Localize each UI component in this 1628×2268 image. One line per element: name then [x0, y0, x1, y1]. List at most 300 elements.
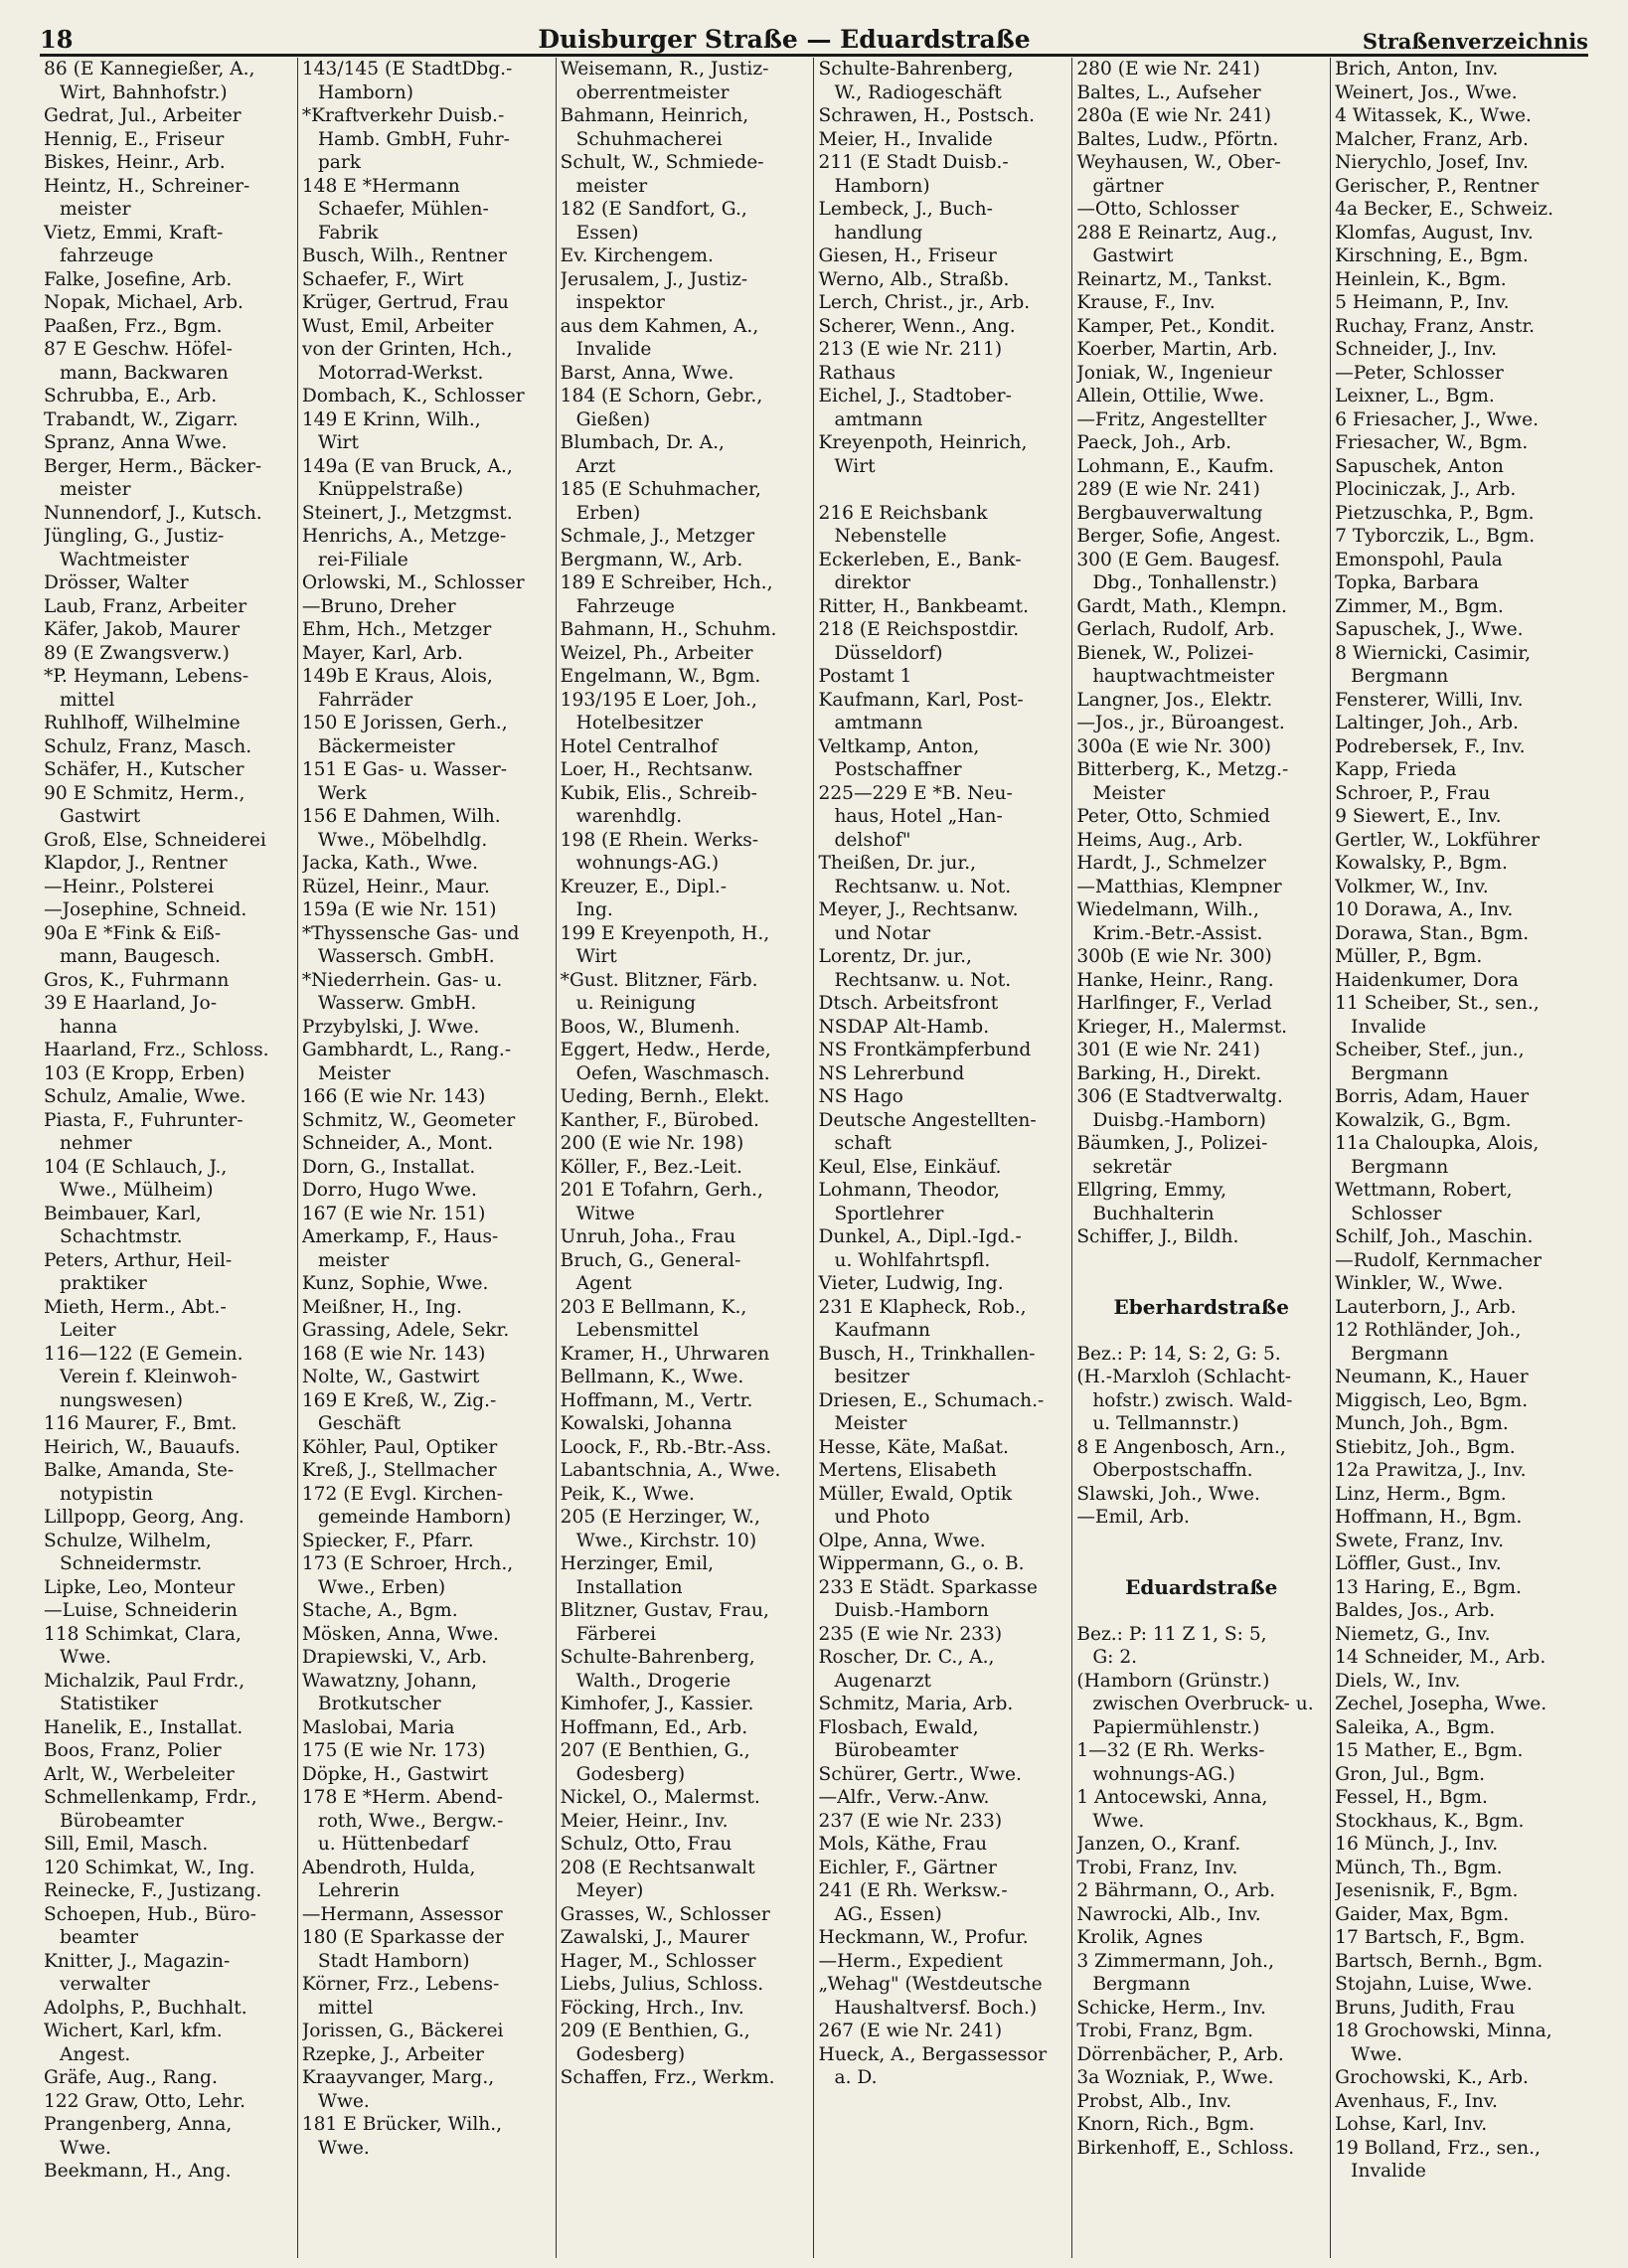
- directory-entry-line: 156 E Dahmen, Wilh.: [301, 806, 501, 827]
- directory-entry-line: Loer, H., Rechtsanw.: [560, 759, 753, 780]
- directory-entry-line: Stiebitz, Joh., Bgm.: [1335, 1436, 1516, 1458]
- directory-entry-line: Lipke, Leo, Monteur: [44, 1576, 236, 1598]
- directory-entry-line: 149a (E van Bruck, A.,: [301, 455, 513, 477]
- directory-entry-line: Erben): [575, 502, 641, 524]
- directory-entry-line: Bergmann, W., Arb.: [560, 549, 743, 570]
- directory-entry-line: notypistin: [60, 1483, 153, 1505]
- directory-entry-line: Papiermühlenstr.): [1092, 1716, 1260, 1738]
- directory-entry-line: Wasserw. GmbH.: [317, 993, 477, 1014]
- directory-entry-line: Bergmann: [1351, 1156, 1449, 1178]
- directory-entry-line: Wirt: [834, 455, 876, 477]
- directory-entry-line: *Gust. Blitzner, Färb.: [560, 969, 758, 991]
- directory-entry-line: 166 (E wie Nr. 143): [301, 1086, 486, 1107]
- directory-entry-line: Avenhaus, F., Inv.: [1335, 2090, 1498, 2112]
- directory-entry-line: Laub, Franz, Arbeiter: [44, 595, 247, 617]
- directory-entry-line: Heirich, W., Bauaufs.: [44, 1436, 241, 1458]
- directory-entry-line: [1076, 1249, 1326, 1273]
- directory-entry-line: 182 (E Sandfort, G.,: [560, 199, 747, 220]
- directory-entry-line: Wwe.: [317, 2090, 370, 2112]
- directory-entry-line: und Photo: [834, 1507, 930, 1528]
- directory-entry-line: Topka, Barbara: [1335, 572, 1479, 593]
- directory-entry-line: Wirt, Bahnhofstr.): [60, 81, 228, 103]
- directory-entry-line: Michalzik, Paul Frdr.,: [44, 1670, 245, 1692]
- directory-entry-line: Baldes, Jos., Arb.: [1335, 1600, 1496, 1621]
- directory-entry-line: Orlowski, M., Schlosser: [301, 572, 525, 593]
- directory-entry-line: Haidenkumer, Dora: [1335, 969, 1519, 991]
- directory-entry-line: Reinecke, F., Justizang.: [44, 1880, 262, 1901]
- directory-entry-line: Friesacher, W., Bgm.: [1335, 432, 1529, 453]
- directory-entry-line: Nolte, W., Gastwirt: [301, 1367, 480, 1387]
- directory-entry-line: 11 Scheiber, St., sen.,: [1335, 993, 1540, 1014]
- directory-entry-line: nungswesen): [60, 1389, 184, 1411]
- directory-entry-line: Meister: [834, 1413, 907, 1434]
- directory-entry-line: Groß, Else, Schneiderei: [44, 829, 266, 851]
- directory-entry-line: Peik, K., Wwe.: [560, 1483, 695, 1505]
- directory-entry-line: Krause, F., Inv.: [1076, 292, 1216, 313]
- directory-entry-line: 288 E Reinartz, Aug.,: [1076, 222, 1278, 243]
- directory-entry-line: Wippermann, G., o. B.: [818, 1553, 1025, 1574]
- directory-entry-line: Langner, Jos., Elektr.: [1076, 689, 1273, 711]
- running-title: Duisburger Straße — Eduardstraße: [538, 25, 1031, 54]
- directory-entry-line: 4a Becker, E., Schweiz.: [1335, 199, 1553, 220]
- directory-entry-line: Ellgring, Emmy,: [1076, 1180, 1226, 1201]
- directory-entry-line: Witwe: [575, 1203, 635, 1224]
- directory-entry-line: Krolik, Agnes: [1076, 1927, 1204, 1948]
- directory-entry-line: —Rudolf, Kernmacher: [1335, 1249, 1543, 1271]
- directory-entry-line: Heims, Aug., Arb.: [1076, 829, 1243, 851]
- directory-entry-line: *Niederrhein. Gas- u.: [301, 969, 503, 991]
- directory-entry-line: *Thyssensche Gas- und: [301, 922, 520, 944]
- directory-entry-line: Trobi, Franz, Inv.: [1076, 1857, 1238, 1878]
- directory-entry-line: Bez.: P: 14, S: 2, G: 5.: [1076, 1343, 1281, 1365]
- directory-entry-line: Laltinger, Joh., Arb.: [1335, 713, 1519, 733]
- directory-entry-line: Schiffer, J., Bildh.: [1076, 1226, 1239, 1247]
- directory-entry-line: Gräfe, Aug., Rang.: [44, 2067, 218, 2088]
- directory-entry-line: Hesse, Käte, Maßat.: [818, 1436, 1009, 1458]
- directory-entry-line: Scherer, Wenn., Ang.: [818, 315, 1016, 337]
- directory-entry-line: Ruchay, Franz, Anstr.: [1335, 315, 1536, 337]
- directory-entry-line: Mieth, Herm., Abt.-: [44, 1296, 227, 1318]
- directory-entry-line: 300b (E wie Nr. 300): [1076, 946, 1272, 967]
- directory-entry-line: „Wehag" (Westdeutsche: [818, 1974, 1043, 1995]
- directory-entry-line: fahrzeuge: [60, 245, 154, 266]
- directory-entry-line: Vietz, Emmi, Kraft-: [44, 222, 224, 243]
- directory-entry-line: Nopak, Michael, Arb.: [44, 292, 244, 313]
- directory-entry-line: amtmann: [834, 408, 923, 430]
- directory-entry-line: Oefen, Waschmasch.: [575, 1062, 770, 1084]
- directory-entry-line: Eckerleben, E., Bank-: [818, 549, 1022, 570]
- directory-entry-line: Labantschnia, A., Wwe.: [560, 1460, 781, 1481]
- directory-entry-line: Wachtmeister: [60, 549, 189, 570]
- directory-entry-line: Schulz, Otto, Frau: [560, 1834, 733, 1855]
- directory-entry-line: Hotelbesitzer: [575, 713, 704, 733]
- directory-entry-line: Sill, Emil, Masch.: [44, 1834, 209, 1855]
- directory-entry-line: sekretär: [1092, 1156, 1172, 1178]
- directory-entry-line: Volkmer, W., Inv.: [1335, 876, 1489, 897]
- directory-entry-line: wohnungs-AG.): [1092, 1763, 1235, 1785]
- directory-entry-line: Angest.: [60, 2043, 131, 2065]
- directory-entry-line: Wassersch. GmbH.: [317, 946, 495, 967]
- page-header: [40, 12, 1588, 57]
- directory-entry-line: Kreyenpoth, Heinrich,: [818, 432, 1028, 453]
- directory-entry-line: —Matthias, Klempner: [1076, 876, 1282, 897]
- directory-entry-line: Berger, Sofie, Angest.: [1076, 526, 1281, 547]
- directory-entry-line: Zawalski, J., Maurer: [560, 1927, 749, 1948]
- directory-entry-line: Heinlein, K., Bgm.: [1335, 268, 1507, 290]
- directory-entry-line: meister: [60, 479, 131, 500]
- directory-entry-line: 167 (E wie Nr. 151): [301, 1203, 486, 1224]
- directory-entry-line: Schilf, Joh., Maschin.: [1335, 1226, 1534, 1247]
- directory-entry-line: 116—122 (E Gemein.: [44, 1343, 244, 1365]
- street-heading: Eduardstraße: [1125, 1575, 1278, 1599]
- directory-entry-line: 118 Schimkat, Clara,: [44, 1623, 242, 1645]
- directory-entry-line: warenhdlg.: [575, 806, 683, 827]
- directory-entry-line: Invalide: [1351, 2161, 1426, 2182]
- directory-entry-line: 280 (E wie Nr. 241): [1076, 59, 1260, 80]
- directory-entry-line: 233 E Städt. Sparkasse: [818, 1576, 1038, 1598]
- directory-entry-line: Sapuschek, J., Wwe.: [1335, 619, 1524, 640]
- directory-entry-line: Meier, H., Invalide: [818, 128, 993, 150]
- directory-entry-line: haus, Hotel „Han-: [834, 806, 1003, 827]
- directory-entry-line: mittel: [60, 689, 115, 711]
- directory-entry-line: Nierychlo, Josef, Inv.: [1335, 152, 1529, 173]
- directory-entry-line: Gerischer, P., Rentner: [1335, 175, 1540, 197]
- directory-entry-line: Statistiker: [60, 1694, 158, 1714]
- directory-entry-line: Meißner, H., Ing.: [301, 1296, 462, 1318]
- directory-entry-line: von der Grinten, Hch.,: [301, 339, 513, 360]
- directory-entry-line: mann, Baugesch.: [60, 946, 221, 967]
- directory-entry-line: Schürer, Gertr., Wwe.: [818, 1763, 1022, 1785]
- directory-entry-line: Walth., Drogerie: [575, 1670, 732, 1692]
- directory-entry-line: Haushaltversf. Boch.): [834, 1997, 1038, 2019]
- directory-entry-line: Kamper, Pet., Kondit.: [1076, 315, 1276, 337]
- directory-entry-line: Unruh, Joha., Frau: [560, 1226, 736, 1247]
- directory-entry-line: Olpe, Anna, Wwe.: [818, 1530, 986, 1551]
- directory-entry-line: Hamborn): [834, 175, 930, 197]
- directory-entry-line: Verein f. Kleinwoh-: [60, 1367, 238, 1387]
- directory-entry-line: Sportlehrer: [834, 1203, 944, 1224]
- directory-entry-line: Peter, Otto, Schmied: [1076, 806, 1270, 827]
- directory-entry-line: Grochowski, K., Arb.: [1335, 2067, 1529, 2088]
- directory-entry-line: 104 (E Schlauch, J.,: [44, 1156, 228, 1178]
- directory-entry-line: Mayer, Karl, Arb.: [301, 642, 463, 664]
- directory-entry-line: Rathaus: [818, 362, 896, 384]
- directory-entry-line: Prangenberg, Anna,: [44, 2114, 233, 2135]
- directory-entry-line: Färberei: [575, 1623, 657, 1645]
- directory-entry-line: hofstr.) zwisch. Wald-: [1092, 1389, 1293, 1411]
- directory-entry-line: 149b E Kraus, Alois,: [301, 666, 493, 687]
- directory-entry-line: 169 E Kreß, W., Zig.-: [301, 1389, 497, 1411]
- directory-entry-line: Gros, K., Fuhrmann: [44, 969, 230, 991]
- directory-entry-line: Wwe., Mülheim): [60, 1180, 214, 1201]
- directory-entry-line: Grassing, Adele, Sekr.: [301, 1320, 510, 1341]
- directory-entry-line: —Bruno, Dreher: [301, 595, 456, 617]
- directory-entry-line: Stojahn, Luise, Wwe.: [1335, 1974, 1533, 1995]
- directory-entry-line: Munch, Joh., Bgm.: [1335, 1413, 1509, 1434]
- directory-entry-line: Schlosser: [1351, 1203, 1442, 1224]
- directory-entry-line: Dorro, Hugo Wwe.: [301, 1180, 477, 1201]
- directory-entry-line: Körner, Frz., Lebens-: [301, 1974, 500, 1995]
- directory-entry-line: Kramer, H., Uhrwaren: [560, 1343, 770, 1365]
- directory-entry-line: Köhler, Paul, Optiker: [301, 1436, 498, 1458]
- directory-entry-line: 150 E Jorissen, Gerh.,: [301, 713, 508, 733]
- directory-entry-line: [1076, 1319, 1326, 1343]
- directory-entry-line: 103 (E Kropp, Erben): [44, 1062, 245, 1084]
- directory-entry-line: 301 (E wie Nr. 241): [1076, 1040, 1260, 1060]
- directory-entry-line: 12 Rothländer, Joh.,: [1335, 1320, 1522, 1341]
- directory-entry-line: Müller, P., Bgm.: [1335, 946, 1483, 967]
- directory-entry-line: Lauterborn, J., Arb.: [1335, 1296, 1517, 1318]
- directory-entry-line: 18 Grochowski, Minna,: [1335, 2021, 1552, 2041]
- directory-entry-line: Boos, W., Blumenh.: [560, 1016, 740, 1038]
- directory-entry-line: Baltes, L., Aufseher: [1076, 81, 1261, 103]
- directory-entry-line: Gedrat, Jul., Arbeiter: [44, 105, 242, 126]
- directory-entry-line: Godesberg): [575, 2043, 686, 2065]
- directory-entry-line: Grasses, W., Schlosser: [560, 1903, 770, 1925]
- directory-entry-line: Schäfer, H., Kutscher: [44, 759, 244, 780]
- directory-entry-line: Stockhaus, K., Bgm.: [1335, 1810, 1525, 1832]
- directory-entry-line: Lorentz, Dr. jur.,: [818, 946, 972, 967]
- directory-entry-line: Blitzner, Gustav, Frau,: [560, 1600, 769, 1621]
- page-number: 18: [40, 25, 74, 54]
- directory-entry-line: Schulte-Bahrenberg,: [818, 59, 1014, 80]
- directory-entry-line: Lebensmittel: [575, 1320, 699, 1341]
- directory-entry-line: verwalter: [60, 1974, 150, 1995]
- directory-entry-line: Beimbauer, Karl,: [44, 1203, 202, 1224]
- directory-entry-line: u. Tellmannstr.): [1092, 1413, 1239, 1434]
- directory-entry-line: Bienek, W., Polizei-: [1076, 642, 1254, 664]
- directory-entry-line: Schaefer, F., Wirt: [301, 268, 464, 290]
- directory-entry-line: —Herm., Expedient: [818, 1950, 1003, 1972]
- directory-entry-line: Berger, Herm., Bäcker-: [44, 455, 262, 477]
- directory-entry-line: Essen): [575, 222, 639, 243]
- directory-entry-line: Lohmann, E., Kaufm.: [1076, 455, 1274, 477]
- directory-entry-line: Piasta, F., Fuhrunter-: [44, 1109, 244, 1131]
- directory-entry-line: NS Lehrerbund: [818, 1062, 965, 1084]
- directory-entry-line: Plociniczak, J., Arb.: [1335, 479, 1517, 500]
- directory-entry-line: mann, Backwaren: [60, 362, 229, 384]
- directory-entry-line: Wwe.: [1351, 2043, 1403, 2065]
- directory-entry-line: Bellmann, K., Wwe.: [560, 1367, 744, 1387]
- directory-entry-line: Theißen, Dr. jur.,: [818, 853, 977, 874]
- directory-entry-line: Swete, Franz, Inv.: [1335, 1530, 1505, 1551]
- directory-entry-line: —Luise, Schneiderin: [44, 1600, 238, 1621]
- directory-entry-line: Bergbauverwaltung: [1076, 502, 1263, 524]
- directory-entry-line: besitzer: [834, 1367, 910, 1387]
- directory-entry-line: 122 Graw, Otto, Lehr.: [44, 2090, 246, 2112]
- directory-entry-line: 149 E Krinn, Wilh.,: [301, 408, 481, 430]
- directory-entry-line: Dörrenbächer, P., Arb.: [1076, 2043, 1284, 2065]
- directory-entry-line: Malcher, Franz, Arb.: [1335, 128, 1529, 150]
- directory-entry-line: Dunkel, A., Dipl.-Igd.-: [818, 1226, 1022, 1247]
- directory-entry-line: Schulz, Amalie, Wwe.: [44, 1086, 246, 1107]
- directory-entry-line: Schmellenkamp, Frdr.,: [44, 1787, 257, 1808]
- directory-entry-line: Hennig, E., Friseur: [44, 128, 225, 150]
- directory-entry-line: Engelmann, W., Bgm.: [560, 666, 761, 687]
- directory-column: [1331, 58, 1588, 2258]
- directory-entry-line: NSDAP Alt-Hamb.: [818, 1016, 990, 1038]
- directory-entry-line: Käfer, Jakob, Maurer: [44, 619, 241, 640]
- directory-entry-line: Kowalsky, P., Bgm.: [1335, 853, 1508, 874]
- directory-entry-line: direktor: [834, 572, 911, 593]
- directory-entry-line: 1—32 (E Rh. Werks-: [1076, 1740, 1265, 1761]
- directory-entry-line: Jüngling, G., Justiz-: [44, 526, 225, 547]
- directory-entry-line: 185 (E Schuhmacher,: [560, 479, 761, 500]
- directory-entry-line: Blumbach, Dr. A.,: [560, 432, 725, 453]
- directory-entry-line: G: 2.: [1092, 1647, 1138, 1668]
- directory-entry-line: 205 (E Herzinger, W.,: [560, 1507, 760, 1528]
- directory-entry-line: Trabandt, W., Zigarr.: [44, 408, 239, 430]
- directory-entry-line: 12a Prawitza, J., Inv.: [1335, 1460, 1527, 1481]
- directory-entry-line: Spranz, Anna Wwe.: [44, 432, 228, 453]
- directory-entry-line: meister: [575, 175, 648, 197]
- directory-entry-line: Geschäft: [317, 1413, 402, 1434]
- directory-entry-line: Hamborn): [317, 81, 413, 103]
- directory-entry-line: Beekmann, H., Ang.: [44, 2161, 232, 2182]
- directory-entry-line: 175 (E wie Nr. 173): [301, 1740, 486, 1761]
- directory-entry-line: 90 E Schmitz, Herm.,: [44, 782, 245, 804]
- directory-entry-line: Rzepke, J., Arbeiter: [301, 2043, 484, 2065]
- directory-entry-line: Veltkamp, Anton,: [818, 735, 980, 757]
- directory-entry-line: 235 (E wie Nr. 233): [818, 1623, 1003, 1645]
- directory-entry-line: amtmann: [834, 713, 923, 733]
- directory-entry-line: Herzinger, Emil,: [560, 1553, 715, 1574]
- directory-entry-line: AG., Essen): [834, 1903, 942, 1925]
- directory-entry-line: Deutsche Angestellten-: [818, 1109, 1037, 1131]
- directory-entry-line: Weisemann, R., Justiz-: [560, 59, 769, 80]
- directory-entry-line: Klomfas, August, Inv.: [1335, 222, 1534, 243]
- directory-entry-line: Kreuzer, E., Dipl.-: [560, 876, 728, 897]
- directory-entry-line: 207 (E Benthien, G.,: [560, 1740, 750, 1761]
- directory-entry-line: Knitter, J., Magazin-: [44, 1950, 231, 1972]
- directory-entry-line: Lohse, Karl, Inv.: [1335, 2114, 1488, 2135]
- directory-entry-line: Bäckermeister: [317, 735, 455, 757]
- directory-entry-line: Wwe.: [1092, 1810, 1145, 1832]
- directory-entry-line: Linz, Herm., Bgm.: [1335, 1483, 1507, 1505]
- directory-entry-line: Buchhalterin: [1092, 1203, 1215, 1224]
- directory-entry-line: 8 Wiernicki, Casimir,: [1335, 642, 1532, 664]
- directory-entry-line: 178 E *Herm. Abend-: [301, 1787, 504, 1808]
- directory-entry-line: gemeinde Hamborn): [317, 1507, 512, 1528]
- directory-entry-line: 289 (E wie Nr. 241): [1076, 479, 1260, 500]
- directory-entry-line: Diels, W., Inv.: [1335, 1670, 1461, 1692]
- directory-entry-line: Niemetz, G., Inv.: [1335, 1623, 1491, 1645]
- directory-entry-line: Bürobeamter: [60, 1810, 184, 1832]
- directory-entry-line: hauptwachtmeister: [1092, 666, 1275, 687]
- directory-entry-line: Duisb.-Hamborn: [834, 1600, 989, 1621]
- directory-entry-line: Harlfinger, F., Verlad: [1076, 993, 1272, 1014]
- directory-entry-line: Roscher, Dr. C., A.,: [818, 1647, 995, 1668]
- directory-entry-line: Rechtsanw. u. Not.: [834, 969, 1012, 991]
- directory-entry-line: Hueck, A., Bergassessor: [818, 2043, 1048, 2065]
- directory-entry-line: Lohmann, Theodor,: [818, 1180, 1000, 1201]
- directory-entry-line: Jesenisnik, F., Bgm.: [1335, 1880, 1519, 1901]
- directory-entry-line: praktiker: [60, 1273, 147, 1294]
- directory-entry-line: Borris, Adam, Hauer: [1335, 1086, 1530, 1107]
- directory-entry-line: NS Frontkämpferbund: [818, 1040, 1032, 1060]
- directory-entry-line: Joniak, W., Ingenieur: [1076, 362, 1272, 384]
- directory-entry-line: Bitterberg, K., Metzg.-: [1076, 759, 1289, 780]
- directory-entry-line: Schrubba, E., Arb.: [44, 386, 218, 406]
- directory-entry-line: Dorawa, Stan., Bgm.: [1335, 922, 1530, 944]
- directory-entry-line: [818, 478, 1067, 502]
- directory-entry-line: Zimmer, M., Bgm.: [1335, 595, 1504, 617]
- directory-entry-line: Ritter, H., Bankbeamt.: [818, 595, 1029, 617]
- directory-entry-line: NS Hago: [818, 1086, 903, 1107]
- directory-entry-line: Emonspohl, Paula: [1335, 549, 1503, 570]
- directory-entry-line: Weyhausen, W., Ober-: [1076, 152, 1281, 173]
- directory-entry-line: 200 (E wie Nr. 198): [560, 1133, 744, 1154]
- directory-entry-line: Installation: [575, 1576, 683, 1598]
- directory-entry-line: Przybylski, J. Wwe.: [301, 1016, 480, 1038]
- directory-entry-line: 17 Bartsch, F., Bgm.: [1335, 1927, 1526, 1948]
- directory-entry-line: Hoffmann, M., Vertr.: [560, 1389, 753, 1411]
- directory-entry-line: Döpke, H., Gastwirt: [301, 1763, 489, 1785]
- directory-entry-line: 143/145 (E StadtDbg.-: [301, 59, 513, 80]
- directory-entry-line: 211 (E Stadt Duisb.-: [818, 152, 1009, 173]
- directory-entry-line: Bartsch, Bernh., Bgm.: [1335, 1950, 1544, 1972]
- directory-entry-line: Schmale, J., Metzger: [560, 526, 755, 547]
- directory-entry-line: Löffler, Gust., Inv.: [1335, 1553, 1502, 1574]
- directory-entry-line: 89 (E Zwangsverw.): [44, 642, 230, 664]
- directory-entry-line: —Alfr., Verw.-Anw.: [818, 1787, 990, 1808]
- directory-entry-line: park: [317, 152, 361, 173]
- directory-entry-line: Meister: [317, 1062, 391, 1084]
- directory-entry-line: 5 Heimann, P., Inv.: [1335, 292, 1510, 313]
- directory-entry-line: Hoffmann, Ed., Arb.: [560, 1716, 748, 1738]
- directory-entry-line: Klapdor, J., Rentner: [44, 853, 228, 874]
- directory-entry-line: —Emil, Arb.: [1076, 1507, 1190, 1528]
- directory-entry-line: Knüppelstraße): [317, 479, 464, 500]
- directory-entry-line: Meier, Heinr., Inv.: [560, 1810, 729, 1832]
- directory-entry-line: Invalide: [1351, 1016, 1426, 1038]
- directory-entry-line: Baltes, Ludw., Pförtn.: [1076, 128, 1279, 150]
- directory-entry-line: Hanke, Heinr., Rang.: [1076, 969, 1274, 991]
- directory-entry-line: Podrebersek, F., Inv.: [1335, 735, 1526, 757]
- directory-entry-line: Bergmann: [1351, 1062, 1449, 1084]
- directory-entry-line: Stache, A., Bgm.: [301, 1600, 458, 1621]
- directory-entry-line: Abendroth, Hulda,: [301, 1857, 476, 1878]
- directory-entry-line: Bergmann: [1092, 1974, 1191, 1995]
- directory-entry-line: [1076, 1552, 1326, 1576]
- directory-entry-line: Lerch, Christ., jr., Arb.: [818, 292, 1031, 313]
- directory-entry-line: Heintz, H., Schreiner-: [44, 175, 250, 197]
- directory-entry-line: Postschaffner: [834, 759, 962, 780]
- directory-entry-line: (Hamborn (Grünstr.): [1076, 1670, 1270, 1692]
- directory-entry-line: Liebs, Julius, Schloss.: [560, 1974, 764, 1995]
- directory-entry-line: Schmitz, W., Geometer: [301, 1109, 516, 1131]
- directory-entry-line: Kowalzik, G., Bgm.: [1335, 1109, 1512, 1131]
- directory-entry-line: schaft: [834, 1133, 892, 1154]
- directory-entry-line: Knorn, Rich., Bgm.: [1076, 2114, 1255, 2135]
- directory-entry-line: 199 E Kreyenpoth, H.,: [560, 922, 770, 944]
- directory-entry-line: Pietzuschka, P., Bgm.: [1335, 502, 1535, 524]
- directory-entry-line: 267 (E wie Nr. 241): [818, 2021, 1003, 2041]
- directory-entry-line: 168 (E wie Nr. 143): [301, 1343, 486, 1365]
- directory-entry-line: gärtner: [1092, 175, 1164, 197]
- directory-entry-line: Ruhlhoff, Wilhelmine: [44, 713, 241, 733]
- directory-entry-line: Ev. Kirchengem.: [560, 245, 714, 266]
- directory-entry-line: Mertens, Elisabeth: [818, 1460, 997, 1481]
- directory-entry-line: u. Wohlfahrtspfl.: [834, 1249, 991, 1271]
- directory-entry-line: Kowalski, Johanna: [560, 1413, 733, 1434]
- directory-entry-line: Fessel, H., Bgm.: [1335, 1787, 1488, 1808]
- directory-entry-line: Nawrocki, Alb., Inv.: [1076, 1903, 1261, 1925]
- directory-entry-line: Saleika, A., Bgm.: [1335, 1716, 1496, 1738]
- directory-entry-line: Zechel, Josepha, Wwe.: [1335, 1694, 1547, 1714]
- directory-entry-line: Bäumken, J., Polizei-: [1076, 1133, 1268, 1154]
- directory-entry-line: —Hermann, Assessor: [301, 1903, 503, 1925]
